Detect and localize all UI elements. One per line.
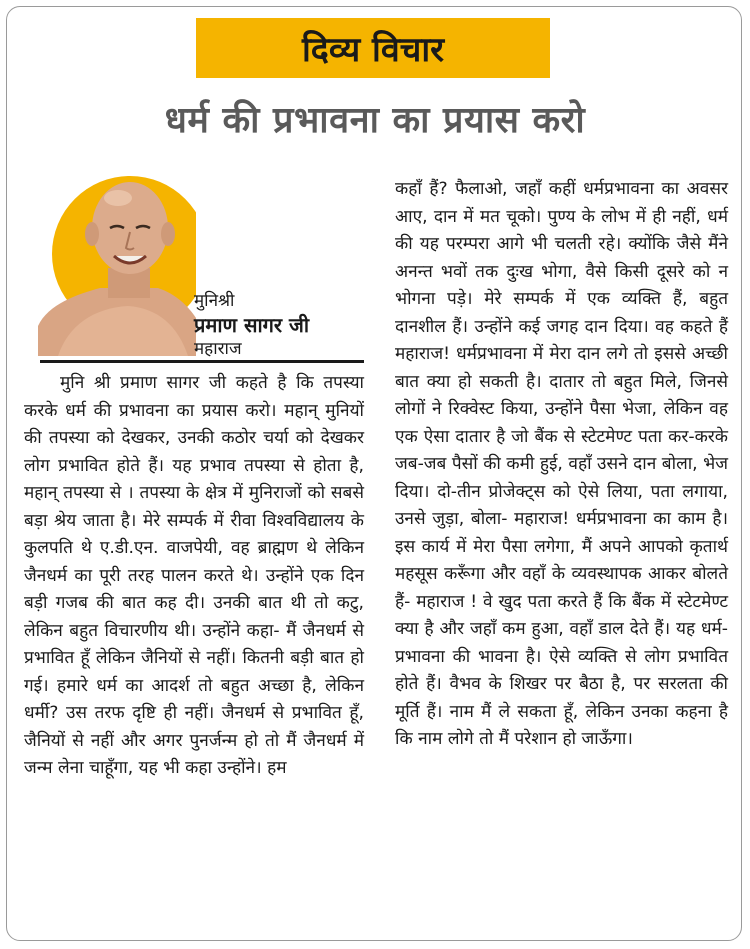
author-prefix: मुनिश्री bbox=[194, 291, 235, 311]
author-divider bbox=[40, 360, 364, 363]
section-title: दिव्य विचार bbox=[301, 30, 445, 70]
article-left-column: मुनि श्री प्रमाण सागर जी कहते है कि तपस्या करके धर्म की प्रभावना का प्रयास करो। महान् मुनियों की तपस्या को देखकर, उनकी कठोर चर्या को देखकर लोग प्रभावित होते हैं। यह प्रभाव तपस्या से होता है, महान् तपस्या से । तपस्या के क्षेत्र में मुनिराजों को सबसे बड़ा श्रेय जाता है। मेरे सम्पर्क में रीवा विश्वविद्यालय के कुलपति थे ए.डी.एन. वाजपेयी, वह ब्राह्मण थे लेकिन जैनधर्म का पूरी तरह पालन करते थे। उन्होंने एक दिन बड़ी गजब की बात कह दी। उनकी बात थी तो कटु, लेकिन बहुत विचारणीय थी। उन्होंने कहा- मैं जैनधर्म से प्रभावित हूँ लेकिन जैनियों से नहीं। कितनी बड़ी बात हो गई। हमारे धर्म का आदर्श तो बहुत अच्छा है, लेकिन धर्मी? उस तरफ दृष्टि ही नहीं। जैनधर्म से प्रभावित हूँ, जैनियों से नहीं और अगर पुनर्जन्म हो तो मैं जैनधर्म में जन्म लेना चाहूँगा, यह भी कहा उन्होंने। हम bbox=[24, 373, 364, 778]
headline: धर्म की प्रभावना का प्रयास करो bbox=[164, 100, 586, 141]
article-right-column: कहाँ हैं? फैलाओ, जहाँ कहीं धर्मप्रभावना का अवसर आए, दान में मत चूको। पुण्य के लोभ में ही नहीं, धर्म की यह परम्परा आगे भी चलती रहे। क्योंकि जैसे मैंने अनन्त भवों तक दुःख भोगा, वैसे किसी दूसरे को न भोगना पड़े। मेरे सम्पर्क में एक व्यक्ति हैं, बहुत दानशील हैं। उन्होंने कई जगह दान दिया। वह कहते हैं महाराज! धर्मप्रभावना में मेरा दान लगे तो इससे अच्छी बात क्या हो सकती है। दातार तो बहुत मिले, जिनसे लोगों ने रिक्वेस्ट किया, उन्होंने पैसा भेजा, लेकिन वह एक ऐसा दातार है जो बैंक से स्टेटमेण्ट पता कर-करके जब-जब पैसों की कमी हुई, वहाँ उसने दान बोला, भेज दिया। दो-तीन प्रोजेक्ट्स को ऐसे लिया, पता लगाया, उनसे जुड़ा, बोला- महाराज! धर्मप्रभावना का काम है। इस कार्य में मेरा पैसा लगेगा, मैं अपने आपको कृतार्थ महसूस करूँगा और वहाँ के व्यवस्थापक आकर बोलते हैं- महाराज ! वे खुद पता करते हैं कि बैंक में स्टेटमेण्ट क्या है और जहाँ कम हुआ, वहाँ डाल देते हैं। यह धर्म-प्रभावना की भावना है। ऐसे व्यक्ति से लोग प्रभावित होते हैं। वैभव के शिखर पर बैठा है, पर सरलता की मूर्ति हैं। नाम मैं ले सकता हूँ, लेकिन उनका कहना है कि नाम लोगे तो मैं परेशान हो जाऊँगा। bbox=[395, 179, 728, 749]
section-banner bbox=[196, 18, 550, 78]
monk-portrait-icon bbox=[38, 176, 196, 356]
author-block bbox=[194, 290, 364, 360]
author-suffix: महाराज bbox=[194, 339, 242, 359]
author-name: प्रमाण सागर जी bbox=[194, 313, 310, 337]
